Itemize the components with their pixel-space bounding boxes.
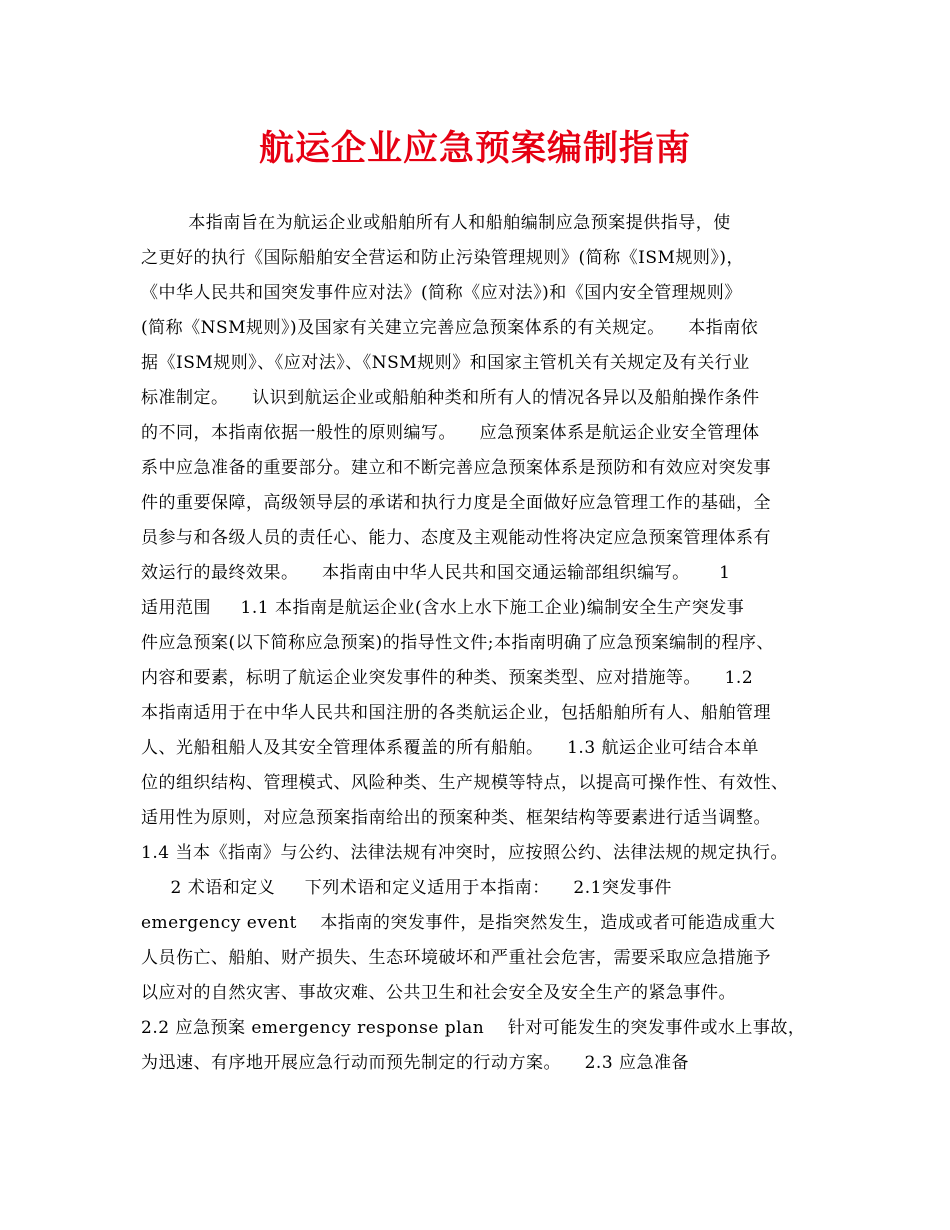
body-line: 件应急预案(以下简称应急预案)的指导性文件;本指南明确了应急预案编制的程序、: [141, 633, 774, 653]
body-line: 2 术语和定义 下列术语和定义适用于本指南： 2.1突发事件: [141, 878, 672, 898]
body-line: 2.2 应急预案 emergency response plan 针对可能发生的突发事件或水上事故，: [141, 1018, 806, 1038]
body-line: 位的组织结构、管理模式、风险种类、生产规模等特点，以提高可操作性、有效性、: [141, 773, 789, 793]
body-line: 之更好的执行《国际船舶安全营运和防止污染管理规则》(简称《ISM规则》)，: [141, 248, 745, 268]
body-line: 内容和要素，标明了航运企业突发事件的种类、预案类型、应对措施等。 1.2: [141, 668, 754, 688]
body-line: 本指南适用于在中华人民共和国注册的各类航运企业，包括船舶所有人、船舶管理: [141, 703, 771, 723]
document-title: 航运企业应急预案编制指南: [258, 128, 691, 169]
body-line: 件的重要保障，高级领导层的承诺和执行力度是全面做好应急管理工作的基础，全: [141, 493, 771, 513]
document-body: [141, 206, 809, 1081]
body-line: emergency event 本指南的突发事件，是指突然发生，造成或者可能造成重大: [141, 913, 776, 933]
body-line: 员参与和各级人员的责任心、能力、态度及主观能动性将决定应急预案管理体系有: [141, 528, 771, 548]
body-line: 为迅速、有序地开展应急行动而预先制定的行动方案。 2.3 应急准备: [141, 1053, 690, 1073]
body-line: 据《ISM规则》、《应对法》、《NSM规则》和国家主管机关有关规定及有关行业: [141, 353, 750, 373]
body-line: 适用范围 1.1 本指南是航运企业(含水上水下施工企业)编制安全生产突发事: [141, 598, 745, 618]
body-line: 系中应急准备的重要部分。建立和不断完善应急预案体系是预防和有效应对突发事: [141, 458, 771, 478]
body-line: 以应对的自然灾害、事故灾难、公共卫生和社会安全及安全生产的紧急事件。: [141, 983, 736, 1003]
body-line: 人、光船租船人及其安全管理体系覆盖的所有船舶。 1.3 航运企业可结合本单: [141, 738, 760, 758]
body-line: 适用性为原则，对应急预案指南给出的预案种类、框架结构等要素进行适当调整。: [141, 808, 771, 828]
body-line: 标准制定。 认识到航运企业或船舶种类和所有人的情况各异以及船舶操作条件: [141, 388, 760, 408]
body-line: 1.4 当本《指南》与公约、法律法规有冲突时，应按照公约、法律法规的规定执行。: [141, 843, 788, 863]
body-line: (简称《NSM规则》)及国家有关建立完善应急预案体系的有关规定。 本指南依: [141, 318, 759, 338]
body-line: 的不同，本指南依据一般性的原则编写。 应急预案体系是航运企业安全管理体: [141, 423, 760, 443]
body-line: 效运行的最终效果。 本指南由中华人民共和国交通运输部组织编写。 1: [141, 563, 731, 583]
body-line: 《中华人民共和国突发事件应对法》(简称《应对法》)和《国内安全管理规则》: [141, 283, 742, 303]
body-line: 本指南旨在为航运企业或船舶所有人和船舶编制应急预案提供指导，使: [141, 213, 731, 233]
body-line: 人员伤亡、船舶、财产损失、生态环境破坏和严重社会危害，需要采取应急措施予: [141, 948, 771, 968]
